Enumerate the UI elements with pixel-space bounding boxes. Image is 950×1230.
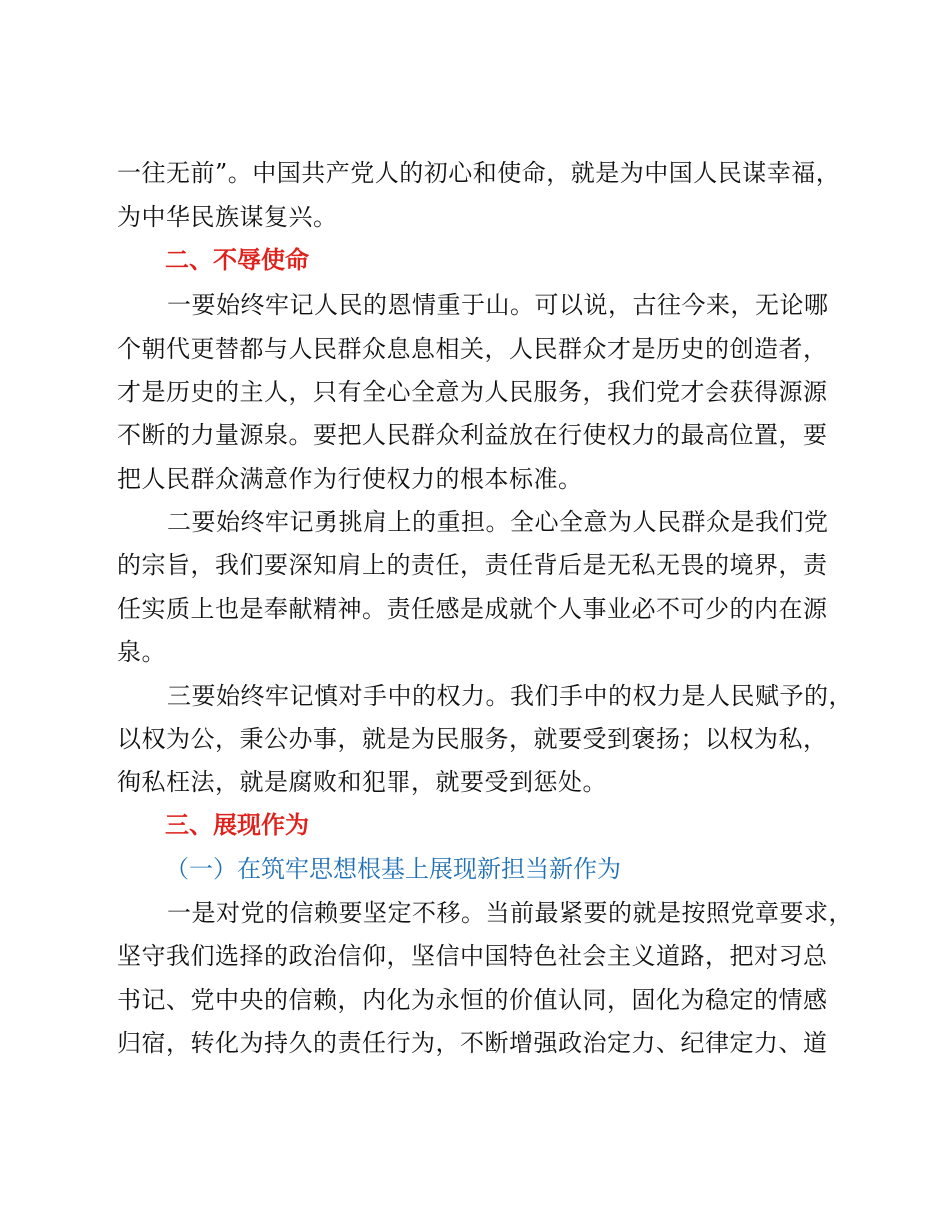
body-line: 坚守我们选择的政治信仰，坚信中国特色社会主义道路，把对习总 xyxy=(117,942,828,970)
body-line: 泉。 xyxy=(117,638,166,666)
body-line: 不断的力量源泉。要把人民群众利益放在行使权力的最高位置，要 xyxy=(117,421,828,449)
body-line: 一往无前”。中国共产党人的初心和使命，就是为中国人民谋幸福， xyxy=(117,159,841,187)
body-line: 书记、党中央的信赖，内化为永恒的价值认同，固化为稳定的情感 xyxy=(117,986,828,1014)
body-line: 的宗旨，我们要深知肩上的责任，责任背后是无私无畏的境界，责 xyxy=(117,551,828,579)
body-line: 以权为公，秉公办事，就是为民服务，就要受到褒扬；以权为私， xyxy=(117,725,828,753)
body-line: 归宿，转化为持久的责任行为，不断增强政治定力、纪律定力、道 xyxy=(117,1029,828,1057)
paragraph-start-line: 一是对党的信赖要坚定不移。当前最紧要的就是按照党章要求， xyxy=(167,899,853,927)
section-heading-2: 二、不辱使命 xyxy=(165,246,309,274)
body-line: 任实质上也是奉献精神。责任感是成就个人事业必不可少的内在源 xyxy=(117,595,828,623)
section-heading-3: 三、展现作为 xyxy=(165,811,309,839)
subsection-heading: （一）在筑牢思想根基上展现新担当新作为 xyxy=(165,855,621,883)
body-line: 个朝代更替都与人民群众息息相关，人民群众才是历史的创造者， xyxy=(117,335,828,363)
body-line: 把人民群众满意作为行使权力的根本标准。 xyxy=(117,465,583,493)
body-line: 才是历史的主人，只有全心全意为人民服务，我们党才会获得源源 xyxy=(117,378,828,406)
body-line: 徇私枉法，就是腐败和犯罪，就要受到惩处。 xyxy=(117,768,607,796)
paragraph-start-line: 二要始终牢记勇挑肩上的重担。全心全意为人民群众是我们党 xyxy=(167,508,829,536)
paragraph-start-line: 一要始终牢记人民的恩情重于山。可以说，古往今来，无论哪 xyxy=(167,291,829,319)
body-line: 为中华民族谋复兴。 xyxy=(117,203,338,231)
paragraph-start-line: 三要始终牢记慎对手中的权力。我们手中的权力是人民赋予的， xyxy=(167,682,853,710)
